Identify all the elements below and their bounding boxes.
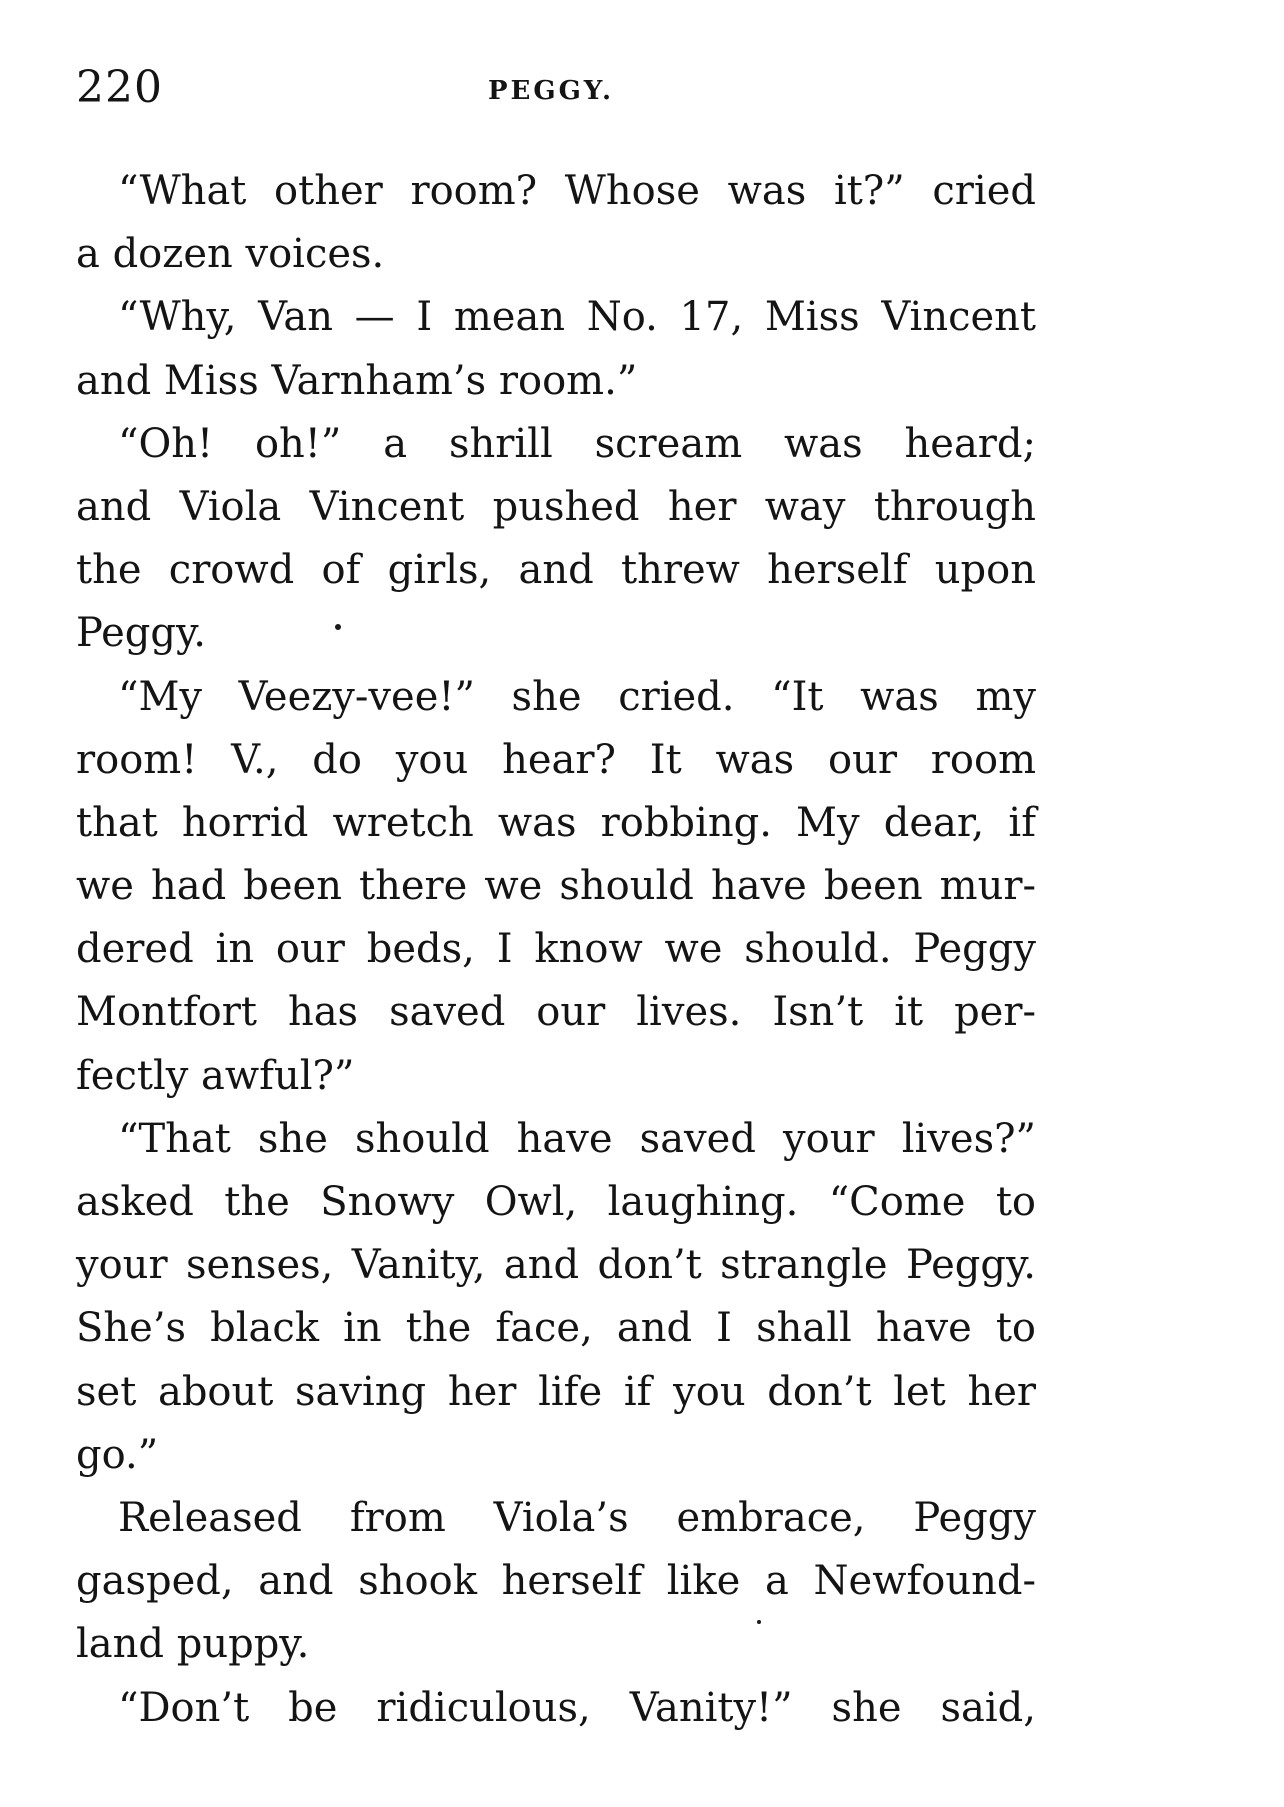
text-line: land puppy. xyxy=(76,1621,310,1668)
text-line: Peggy. xyxy=(76,610,206,657)
text-line: a dozen voices. xyxy=(76,231,385,278)
text-line: and Miss Varnham’s room.” xyxy=(76,357,638,404)
print-speck xyxy=(757,1620,761,1624)
text-line: “Why, Van — I mean No. 17, Miss Vincent xyxy=(118,294,1036,341)
text-line: She’s black in the face, and I shall have to xyxy=(76,1305,1036,1352)
text-line: Montfort has saved our lives. Isn’t it per- xyxy=(76,989,1036,1036)
text-line: “Don’t be ridiculous, Vanity!” she said, xyxy=(118,1684,1036,1731)
text-line: “That she should have saved your lives?” xyxy=(118,1115,1036,1162)
running-title: PEGGY. xyxy=(488,76,615,106)
text-line: gasped, and shook herself like a Newfound- xyxy=(76,1558,1036,1605)
text-line: “Oh! oh!” a shrill scream was heard; xyxy=(118,420,1036,467)
text-line: your senses, Vanity, and don’t strangle Peggy. xyxy=(76,1242,1036,1289)
print-speck xyxy=(335,624,341,630)
text-line: dered in our beds, I know we should. Peggy xyxy=(76,926,1036,973)
text-line: room! V., do you hear? It was our room xyxy=(76,736,1036,783)
page-number: 220 xyxy=(76,62,163,113)
text-line: “My Veezy-vee!” she cried. “It was my xyxy=(118,673,1036,720)
text-line: fectly awful?” xyxy=(76,1052,355,1099)
text-line: “What other room? Whose was it?” cried xyxy=(118,168,1036,214)
text-line: the crowd of girls, and threw herself upon xyxy=(76,547,1036,594)
page-header xyxy=(76,62,1036,122)
text-line: that horrid wretch was robbing. My dear, if xyxy=(76,799,1036,846)
text-line: and Viola Vincent pushed her way through xyxy=(76,483,1036,530)
text-line: Released from Viola’s embrace, Peggy xyxy=(118,1494,1036,1541)
text-line: asked the Snowy Owl, laughing. “Come to xyxy=(76,1179,1036,1225)
text-line: we had been there we should have been mur- xyxy=(76,863,1036,910)
text-line: set about saving her life if you don’t let her xyxy=(76,1368,1036,1415)
text-line: go.” xyxy=(76,1431,159,1478)
body-text xyxy=(76,160,1036,1740)
